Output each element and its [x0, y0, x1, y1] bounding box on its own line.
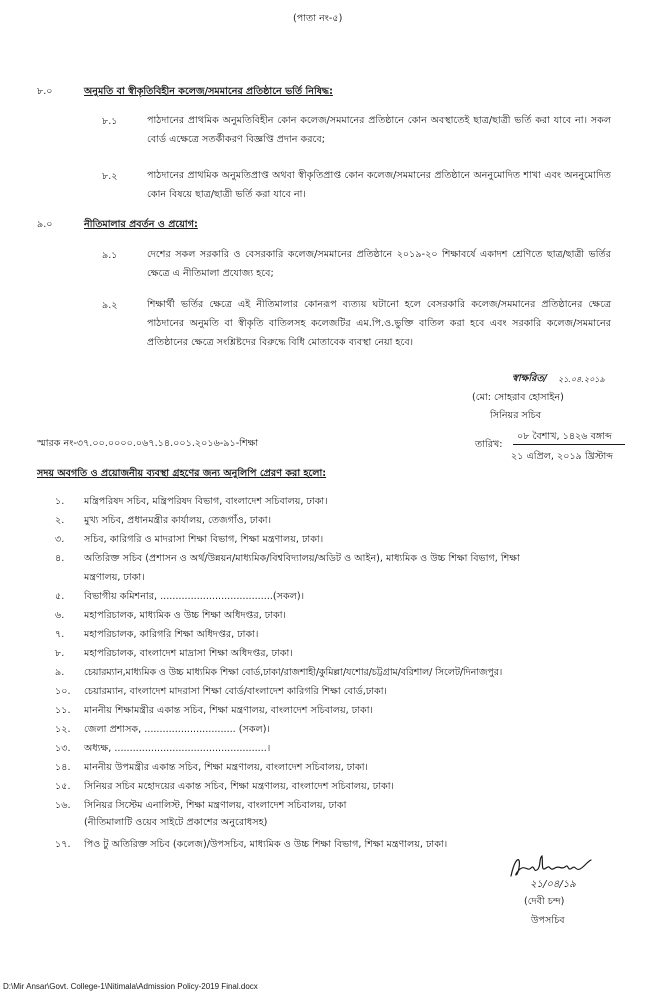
list-item-text: মহাপরিচালক, কারিগরি শিক্ষা অধিদপ্তর, ঢাকা।: [84, 629, 259, 640]
list-item-number: ১২.: [55, 724, 71, 735]
list-item-number: ১.: [55, 496, 65, 507]
list-item: [0, 552, 650, 590]
list-item: [0, 514, 650, 532]
list-item-text: মন্ত্রিপরিষদ সচিব, মন্ত্রিপরিষদ বিভাগ, বাংলাদেশ সচিবালয়, ঢাকা।: [84, 496, 328, 507]
clause-number: ৯.২: [102, 300, 118, 311]
list-item: [0, 780, 650, 798]
list-item-text-continued: মন্ত্রণালয়, ঢাকা।: [84, 572, 145, 583]
list-item-number: ৫.: [55, 591, 65, 602]
list-item-number: ২.: [55, 515, 65, 526]
clause-number: ৮.১: [102, 116, 118, 127]
list-item-text: বিভাগীয় কমিশনার, .....................................(সকল)।: [84, 591, 305, 602]
section-heading: নীতিমালার প্রবর্তন ও প্রয়োগ:: [84, 219, 198, 230]
list-item-number: ৮.: [55, 648, 65, 659]
memo-date-gregorian: ২১ এপ্রিল, ২০১৯ খ্রিস্টাব্দ: [511, 451, 614, 462]
closing-signer-name: (দেবী চন্দ): [524, 896, 565, 907]
list-item: [0, 704, 650, 722]
memo-date-bangla: ০৮ বৈশাখ, ১৪২৬ বঙ্গাব্দ: [517, 431, 612, 442]
clause-text: পাঠদানের প্রাথমিক অনুমতিপ্রাপ্ত অথবা স্বীকৃতিপ্রাপ্ত কোন কলেজ/সমমানের প্রতিষ্ঠানে অননুমোদিত শাখা এবং অননুমোদিত কোন বিষয়ে ছাত্র/ছাত্রী ভর্তি করা যাবে না।: [147, 170, 611, 200]
footer-file-path: D:\Mir Ansar\Govt. College-1\Nitimala\Admission Policy-2019 Final.docx: [3, 982, 258, 991]
list-item-text: অধ্যক্ষ, ..................................................।: [84, 743, 271, 754]
list-item-number: ১৫.: [55, 781, 71, 792]
list-item-number: ৩.: [55, 534, 65, 545]
list-item-text: চেয়ারম্যান, বাংলাদেশ মাদরাসা শিক্ষা বোর্ড/বাংলাদেশ কারিগরি শিক্ষা বোর্ড,ঢাকা।: [84, 686, 387, 697]
list-item-number: ১৬.: [55, 800, 71, 811]
list-item: [0, 495, 650, 513]
date-divider: [513, 444, 625, 445]
list-item: [0, 628, 650, 646]
handwritten-date: ২১/০৪/১৯: [530, 879, 576, 890]
signed-label: স্বাক্ষরিত/: [512, 373, 548, 384]
list-item-text: মহাপরিচালক, মাধ্যমিক ও উচ্চ শিক্ষা অধিদপ্তর, ঢাকা।: [84, 610, 286, 621]
list-item-text: পিও টু অতিরিক্ত সচিব (কলেজ)/উপসচিব, মাধ্যমিক ও উচ্চ শিক্ষা বিভাগ, শিক্ষা মন্ত্রণালয়, ঢাকা।: [84, 839, 448, 850]
list-item-text: সিনিয়র সচিব মহোদয়ের একান্ত সচিব, শিক্ষা মন্ত্রণালয়, বাংলাদেশ সচিবালয়, ঢাকা।: [84, 781, 394, 792]
list-item: [0, 609, 650, 627]
list-item-number: ৪.: [55, 553, 65, 564]
section-heading: অনুমতি বা স্বীকৃতিবিহীন কলেজ/সমমানের প্রতিষ্ঠানে ভর্তি নিষিদ্ধ:: [84, 86, 333, 97]
list-item-number: ১৩.: [55, 743, 71, 754]
list-item: [0, 685, 650, 703]
memo-number: স্মারক নং-৩৭.০০.০০০০.০৬৭.১৪.০০১.২০১৬-৯১-শিক্ষা: [37, 438, 259, 449]
list-item-number: ৯.: [55, 667, 65, 678]
list-item-text-continued: (নীতিমালাটি ওয়েব সাইটে প্রকাশের অনুরোধসহ): [84, 817, 268, 828]
list-item-text: অতিরিক্ত সচিব (প্রশাসন ও অর্থ/উন্নয়ন/মাধ্যমিক/বিশ্ববিদ্যালয়/অডিট ও আইন), মাধ্যমিক ও উচ্চ শিক্ষা বিভাগ, শিক্ষা: [84, 553, 520, 564]
signer-designation: সিনিয়র সচিব: [490, 410, 542, 421]
clause-text: পাঠদানের প্রাথমিক অনুমতিবিহীন কোন কলেজ/সমমানের প্রতিষ্ঠানে কোন অবস্থাতেই ছাত্র/ছাত্রী ভর্তি করা যাবে না। সকল বোর্ড এক্ষেত্রে সতর্কীকরণ বিজ্ঞপ্তি প্রদান করবে;: [147, 115, 611, 145]
memo-date-label: তারিখ:: [475, 439, 503, 450]
list-item: [0, 799, 650, 837]
signer-name: (মো: সোহরাব হোসাইন): [472, 392, 564, 403]
list-item-number: ১০.: [55, 686, 71, 697]
page-number-label: (পাতা নং-৫): [293, 13, 343, 24]
list-item-text: মাননীয় উপমন্ত্রীর একান্ত সচিব, শিক্ষা মন্ত্রণালয়, বাংলাদেশ সচিবালয়, ঢাকা।: [84, 762, 368, 773]
list-item: [0, 723, 650, 741]
section-number: ৯.০: [37, 219, 53, 230]
clause-text: শিক্ষার্থী ভর্তির ক্ষেত্রে এই নীতিমালার কোনরূপ ব্যত্যয় ঘটানো হলে বেসরকারি কলেজ/সমমানের প্রতিষ্ঠানের ক্ষেত্রে পাঠদানের অনুমতি বা স্বীকৃতি বাতিলসহ কলেজটির এম.পি.ও.ভুক্তি বাতিল করা হবে এবং সরকারি কলেজ/সমমানের প্রতিষ্ঠানের ক্ষেত্রে সংশ্লিষ্টদের বিরুদ্ধে বিধি মোতাবেক ব্যবস্থা নেয়া হবে।: [147, 299, 611, 348]
list-item-number: ১৪.: [55, 762, 71, 773]
list-item-text: সিনিয়র সিস্টেম এনালিস্ট, শিক্ষা মন্ত্রণালয়, বাংলাদেশ সচিবালয়, ঢাকা: [84, 800, 347, 811]
closing-signer-designation: উপসচিব: [531, 915, 565, 926]
list-item-number: ৬.: [55, 610, 65, 621]
list-item-text: মহাপরিচালক, বাংলাদেশ মাদ্রাসা শিক্ষা অধিদপ্তর, ঢাকা।: [84, 648, 293, 659]
clause-number: ৯.১: [102, 250, 118, 261]
list-item: [0, 742, 650, 760]
list-item: [0, 666, 650, 684]
list-item-text: জেলা প্রশাসক, .............................. (সকল)।: [84, 724, 270, 735]
list-item-number: ১১.: [55, 705, 71, 716]
signed-date: ২১.০৪.২০১৯: [558, 375, 605, 384]
list-item-text: মাননীয় শিক্ষামন্ত্রীর একান্ত সচিব, শিক্ষা মন্ত্রণালয়, বাংলাদেশ সচিবালয়, ঢাকা।: [84, 705, 373, 716]
list-item: [0, 761, 650, 779]
list-item: [0, 533, 650, 551]
list-item: [0, 647, 650, 665]
clause-text: দেশের সকল সরকারি ও বেসরকারি কলেজ/সমমানের প্রতিষ্ঠানে ২০১৯-২০ শিক্ষাবর্ষে একাদশ শ্রেণিতে ছাত্র/ছাত্রী ভর্তির ক্ষেত্রে এ নীতিমালা প্রযোজ্য হবে;: [147, 249, 611, 279]
distribution-heading: সদয় অবগতি ও প্রয়োজনীয় ব্যবস্থা গ্রহণের জন্য অনুলিপি প্রেরণ করা হলো:: [37, 468, 327, 479]
list-item-number: ১৭.: [55, 839, 71, 850]
list-item-text: সচিব, কারিগরি ও মাদরাসা শিক্ষা বিভাগ, শিক্ষা মন্ত্রণালয়, ঢাকা।: [84, 534, 324, 545]
clause-number: ৮.২: [102, 171, 118, 182]
list-item: [0, 590, 650, 608]
list-item-text: চেয়ারম্যান,মাধ্যমিক ও উচ্চ মাধ্যমিক শিক্ষা বোর্ড,ঢাকা/রাজশাহী/কুমিল্লা/যশোর/চট্টগ্রাম/বরিশাল/ সিলেট/দিনাজপুর।: [84, 667, 503, 678]
section-number: ৮.০: [37, 86, 53, 97]
list-item-text: মুখ্য সচিব, প্রধানমন্ত্রীর কার্যালয়, তেজগাঁও, ঢাকা।: [84, 515, 272, 526]
list-item-number: ৭.: [55, 629, 65, 640]
